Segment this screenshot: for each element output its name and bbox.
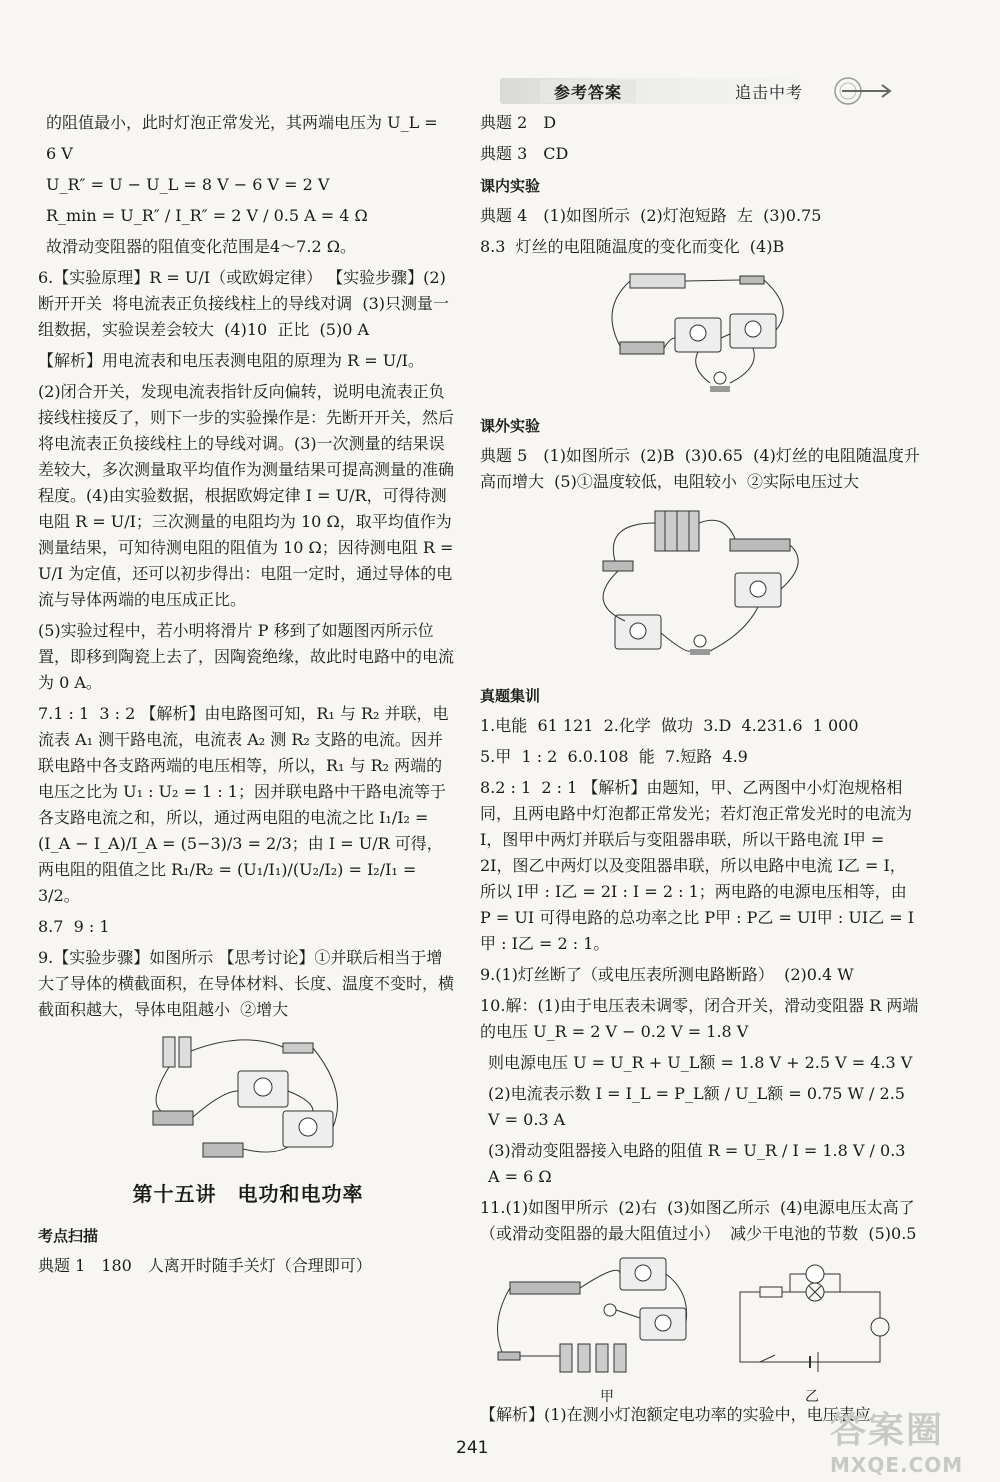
circuit-figure-jia xyxy=(490,1252,710,1382)
dianti-3: 典题 3 CD xyxy=(480,144,569,163)
zhenti-10-part2: (2)电流表示数 I = I_L = P_L额 / U_L额 = 0.75 W / 2.5 V = 0.3 A xyxy=(488,1084,911,1129)
parallel-resistor-circuit-figure xyxy=(143,1031,353,1171)
lesson-title: 第十五讲 电功和电功率 xyxy=(132,1182,364,1206)
lamp-circuit-figure-4 xyxy=(600,268,800,403)
dianti-5: 典题 5 (1)如图所示 (2)B (3)0.65 (4)灯丝的电阻随温度升高而增大 (5)①温度较低，电阻较小 ②实际电压过大 xyxy=(480,446,920,491)
arrow-decoration-icon xyxy=(832,74,896,108)
circuit-figure-yi xyxy=(730,1262,890,1382)
dianti-2: 典题 2 D xyxy=(480,113,557,132)
figure-label-jia: 甲 xyxy=(600,1389,614,1405)
section-heading-kenei: 课内实验 xyxy=(480,177,541,195)
text-line: R_min = U_R″ / I_R″ = 2 V / 0.5 A = 4 Ω xyxy=(46,206,368,225)
zhenti-11-analysis: 【解析】(1)在测小灯泡额定电功率的实验中，电压表应 xyxy=(480,1405,871,1424)
dianti-4-cont: 8.3 灯丝的电阻随温度的变化而变化 (4)B xyxy=(480,237,785,256)
right-column xyxy=(480,110,920,1433)
zhenti-10-cont: 则电源电压 U = U_R + U_L额 = 1.8 V + 2.5 V = 4.3 V xyxy=(488,1053,913,1072)
section-heading-zhenti: 真题集训 xyxy=(480,687,541,705)
section-heading-kewai: 课外实验 xyxy=(480,417,541,435)
zhenti-11: 11.(1)如图甲所示 (2)右 (3)如图乙所示 (4)电源电压太高了（或滑动变阻器的最大阻值过小） 减少干电池的节数 (5)0.5 xyxy=(480,1198,917,1243)
lamp-circuit-figure-5 xyxy=(585,503,815,673)
answer-6-analysis: 【解析】用电流表和电压表测电阻的原理为 R = U/I。 xyxy=(38,351,424,370)
text-line: U_R″ = U − U_L = 8 V − 6 V = 2 V xyxy=(46,175,330,194)
figure-label-yi: 乙 xyxy=(805,1389,819,1405)
answer-7: 7.1 : 1 3 : 2 【解析】由电路图可知，R₁ 与 R₂ 并联，电流表 A₁ 测干路电流，电流表 A₂ 测 R₂ 支路的电流。因并联电路中各支路两端的电压相等，所以，R₁ 与 R₂ 两端的电压之比为 U₁ : U₂ = 1 : 1；因并联电路中干路电流等于各支路电流之和，所以，通过两电阻的电流之比 I₁/I₂ = (I_A − I_A)/I_A = (5−3)/3 = 2/3；由 I = U/R 可得，两电阻的阻值之比 R₁/R₂ = (U₁/I₁)/(U₂/I₂) = I₂/I₁ = 3/2。 xyxy=(38,704,449,905)
zhenti-8: 8.2 : 1 2 : 1 【解析】由题知，甲、乙两图中小灯泡规格相同，且两电路中灯泡都正常发光；若灯泡正常发光时的电流为 I，图甲中两灯并联后与变阻器串联，所以干路电流 I甲 = 2I，图乙中两灯以及变阻器串联，所以电路中电流 I乙 = I，所以 I甲 : I乙 = 2I : I = 2 : 1；两电路的电源电压相等，由 P = UI 可得电路的总功率之比 P甲 : P乙 = UI甲 : UI乙 = I甲 : I乙 = 2 : 1。 xyxy=(480,778,918,953)
dianti-1: 典题 1 180 人离开时随手关灯（合理即可） xyxy=(38,1256,372,1275)
zhenti-10: 10.解：(1)由于电压表未调零，闭合开关，滑动变阻器 R 两端的电压 U_R = 2 V − 0.2 V = 1.8 V xyxy=(480,996,919,1041)
watermark-logo: 答案圈 MXQE.COM xyxy=(830,1410,964,1477)
answer-6-detail: (2)闭合开关，发现电流表指针反向偏转，说明电流表正负接线柱接反了，则下一步的实验操作是：先断开开关，然后将电流表正负接线柱上的导线对调。(3)一次测量的结果误差较大，多次测量取平均值作为测量结果可提高测量的准确程度。(4)由实验数据，根据欧姆定律 I = U/R，可得待测电阻 R = U/I；三次测量的电阻均为 10 Ω，取平均值作为测量结果，可知待测电阻的阻值为 10 Ω；因待测电阻 R = U/I 为定值，还可以初步得出：电阻一定时，通过导体的电流与导体两端的电压成正比。 xyxy=(38,382,459,609)
header-right-label: 追击中考 xyxy=(735,83,804,102)
zhenti-10-part3: (3)滑动变阻器接入电路的阻值 R = U_R / I = 1.8 V / 0.3 A = 6 Ω xyxy=(488,1141,911,1186)
zhenti-line: 1.电能 61 121 2.化学 做功 3.D 4.231.6 1 000 xyxy=(480,716,859,735)
answer-6: 6.【实验原理】R = U/I（或欧姆定律） 【实验步骤】(2)断开开关 将电流表正负接线柱上的导线对调 (3)只测量一组数据，实验误差会较大 (4)10 正比 (5)0 A xyxy=(38,268,450,339)
zhenti-line: 5.甲 1 : 2 6.0.108 能 7.短路 4.9 xyxy=(480,747,748,766)
figure-11-group xyxy=(480,1252,920,1405)
answer-9: 9.【实验步骤】如图所示 【思考讨论】①并联后相当于增大了导体的横截面积，在导体材料、长度、温度不变时，横截面积越大，导体电阻越小 ②增大 xyxy=(38,948,455,1019)
header-left-label: 参考答案 xyxy=(540,80,636,103)
page-number: 241 xyxy=(456,1438,489,1458)
left-column xyxy=(38,110,458,1284)
section-heading-kaodian: 考点扫描 xyxy=(38,1227,99,1245)
dianti-4: 典题 4 (1)如图所示 (2)灯泡短路 左 (3)0.75 xyxy=(480,206,822,225)
zhenti-9: 9.(1)灯丝断了（或电压表所测电路断路） (2)0.4 W xyxy=(480,965,854,984)
answer-8: 8.7 9 : 1 xyxy=(38,917,110,936)
answer-6-part5: (5)实验过程中，若小明将滑片 P 移到了如题图丙所示位置，即移到陶瓷上去了，因陶瓷绝缘，故此时电路中的电流为 0 A。 xyxy=(38,621,455,692)
text-line: 的阻值最小，此时灯泡正常发光，其两端电压为 U_L = xyxy=(46,113,438,132)
text-line: 6 V xyxy=(46,144,73,163)
text-line: 故滑动变阻器的阻值变化范围是4～7.2 Ω。 xyxy=(46,237,356,256)
